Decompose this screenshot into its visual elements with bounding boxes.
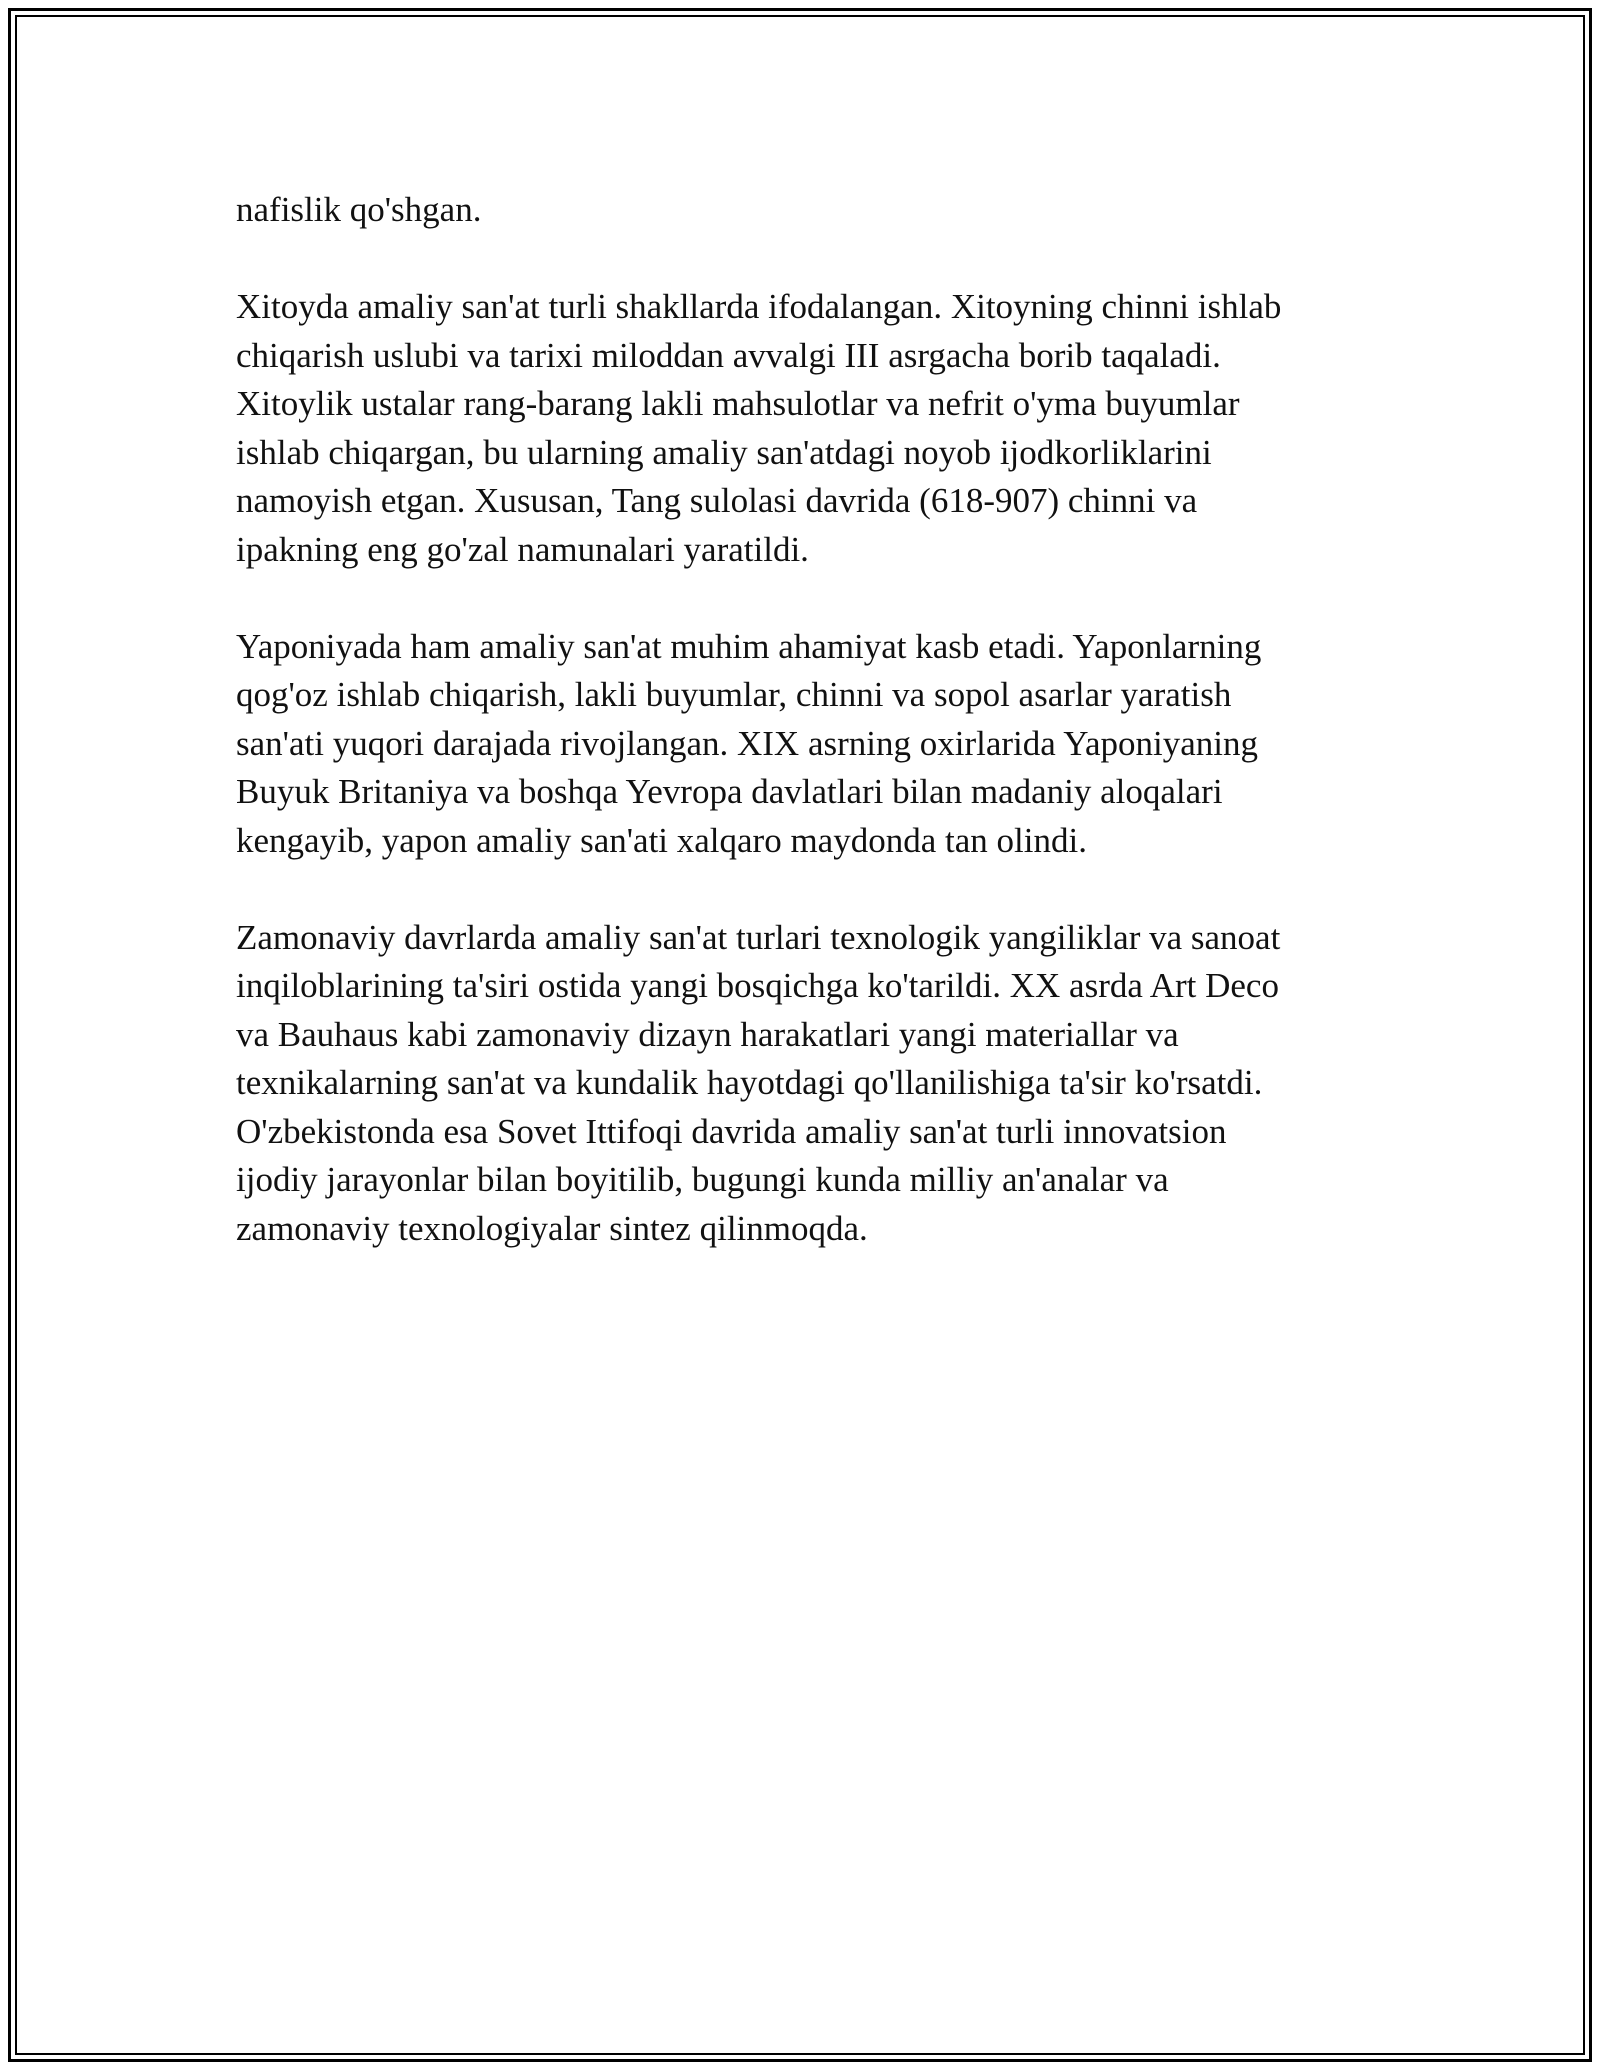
paragraph-line: Zamonaviy davrlarda amaliy san'at turlari texnologik yangiliklar va sanoat: [236, 917, 1281, 957]
paragraph-line: san'ati yuqori darajada rivojlangan. XIX asrning oxirlarida Yaponiyaning: [236, 723, 1259, 763]
paragraph-line: kengayib, yapon amaliy san'ati xalqaro maydonda tan olindi.: [236, 820, 1087, 860]
paragraph-line: nafislik qo'shgan.: [236, 190, 482, 229]
paragraph-3: [236, 623, 1376, 866]
paragraph-line: zamonaviy texnologiyalar sintez qilinmoqda.: [236, 1208, 868, 1248]
paragraph-line: va Bauhaus kabi zamonaviy dizayn harakatlari yangi materiallar va: [236, 1014, 1179, 1054]
paragraph-4: [236, 914, 1376, 1254]
paragraph-line: texnikalarning san'at va kundalik hayotdagi qo'llanilishiga ta'sir ko'rsatdi.: [236, 1063, 1263, 1102]
paragraph-line: Buyuk Britaniya va boshqa Yevropa davlatlari bilan madaniy aloqalari: [236, 772, 1223, 811]
paragraph-line: chiqarish uslubi va tarixi miloddan avvalgi III asrgacha borib taqaladi.: [236, 335, 1221, 375]
paragraph-line: ijodiy jarayonlar bilan boyitilib, bugungi kunda milliy an'analar va: [236, 1160, 1169, 1199]
paragraph-line: qog'oz ishlab chiqarish, lakli buyumlar, chinni va sopol asarlar yaratish: [236, 675, 1232, 714]
paragraph-line: namoyish etgan. Xususan, Tang sulolasi davrida (618-907) chinni va: [236, 481, 1198, 520]
document-body: [236, 186, 1376, 1302]
paragraph-line: Yaponiyada ham amaliy san'at muhim ahamiyat kasb etadi. Yaponlarning: [236, 626, 1262, 666]
paragraph-1: [236, 186, 1376, 235]
paragraph-line: Xitoylik ustalar rang-barang lakli mahsulotlar va nefrit o'yma buyumlar: [236, 384, 1240, 423]
paragraph-line: ishlab chiqargan, bu ularning amaliy san'atdagi noyob ijodkorliklarini: [236, 432, 1212, 472]
paragraph-line: inqiloblarining ta'siri ostida yangi bosqichga ko'tarildi. XX asrda Art Deco: [236, 966, 1279, 1005]
paragraph-2: [236, 283, 1376, 574]
paragraph-line: O'zbekistonda esa Sovet Ittifoqi davrida amaliy san'at turli innovatsion: [236, 1111, 1227, 1151]
paragraph-line: ipakning eng go'zal namunalari yaratildi.: [236, 529, 809, 569]
paragraph-line: Xitoyda amaliy san'at turli shakllarda ifodalangan. Xitoyning chinni ishlab: [236, 287, 1282, 326]
